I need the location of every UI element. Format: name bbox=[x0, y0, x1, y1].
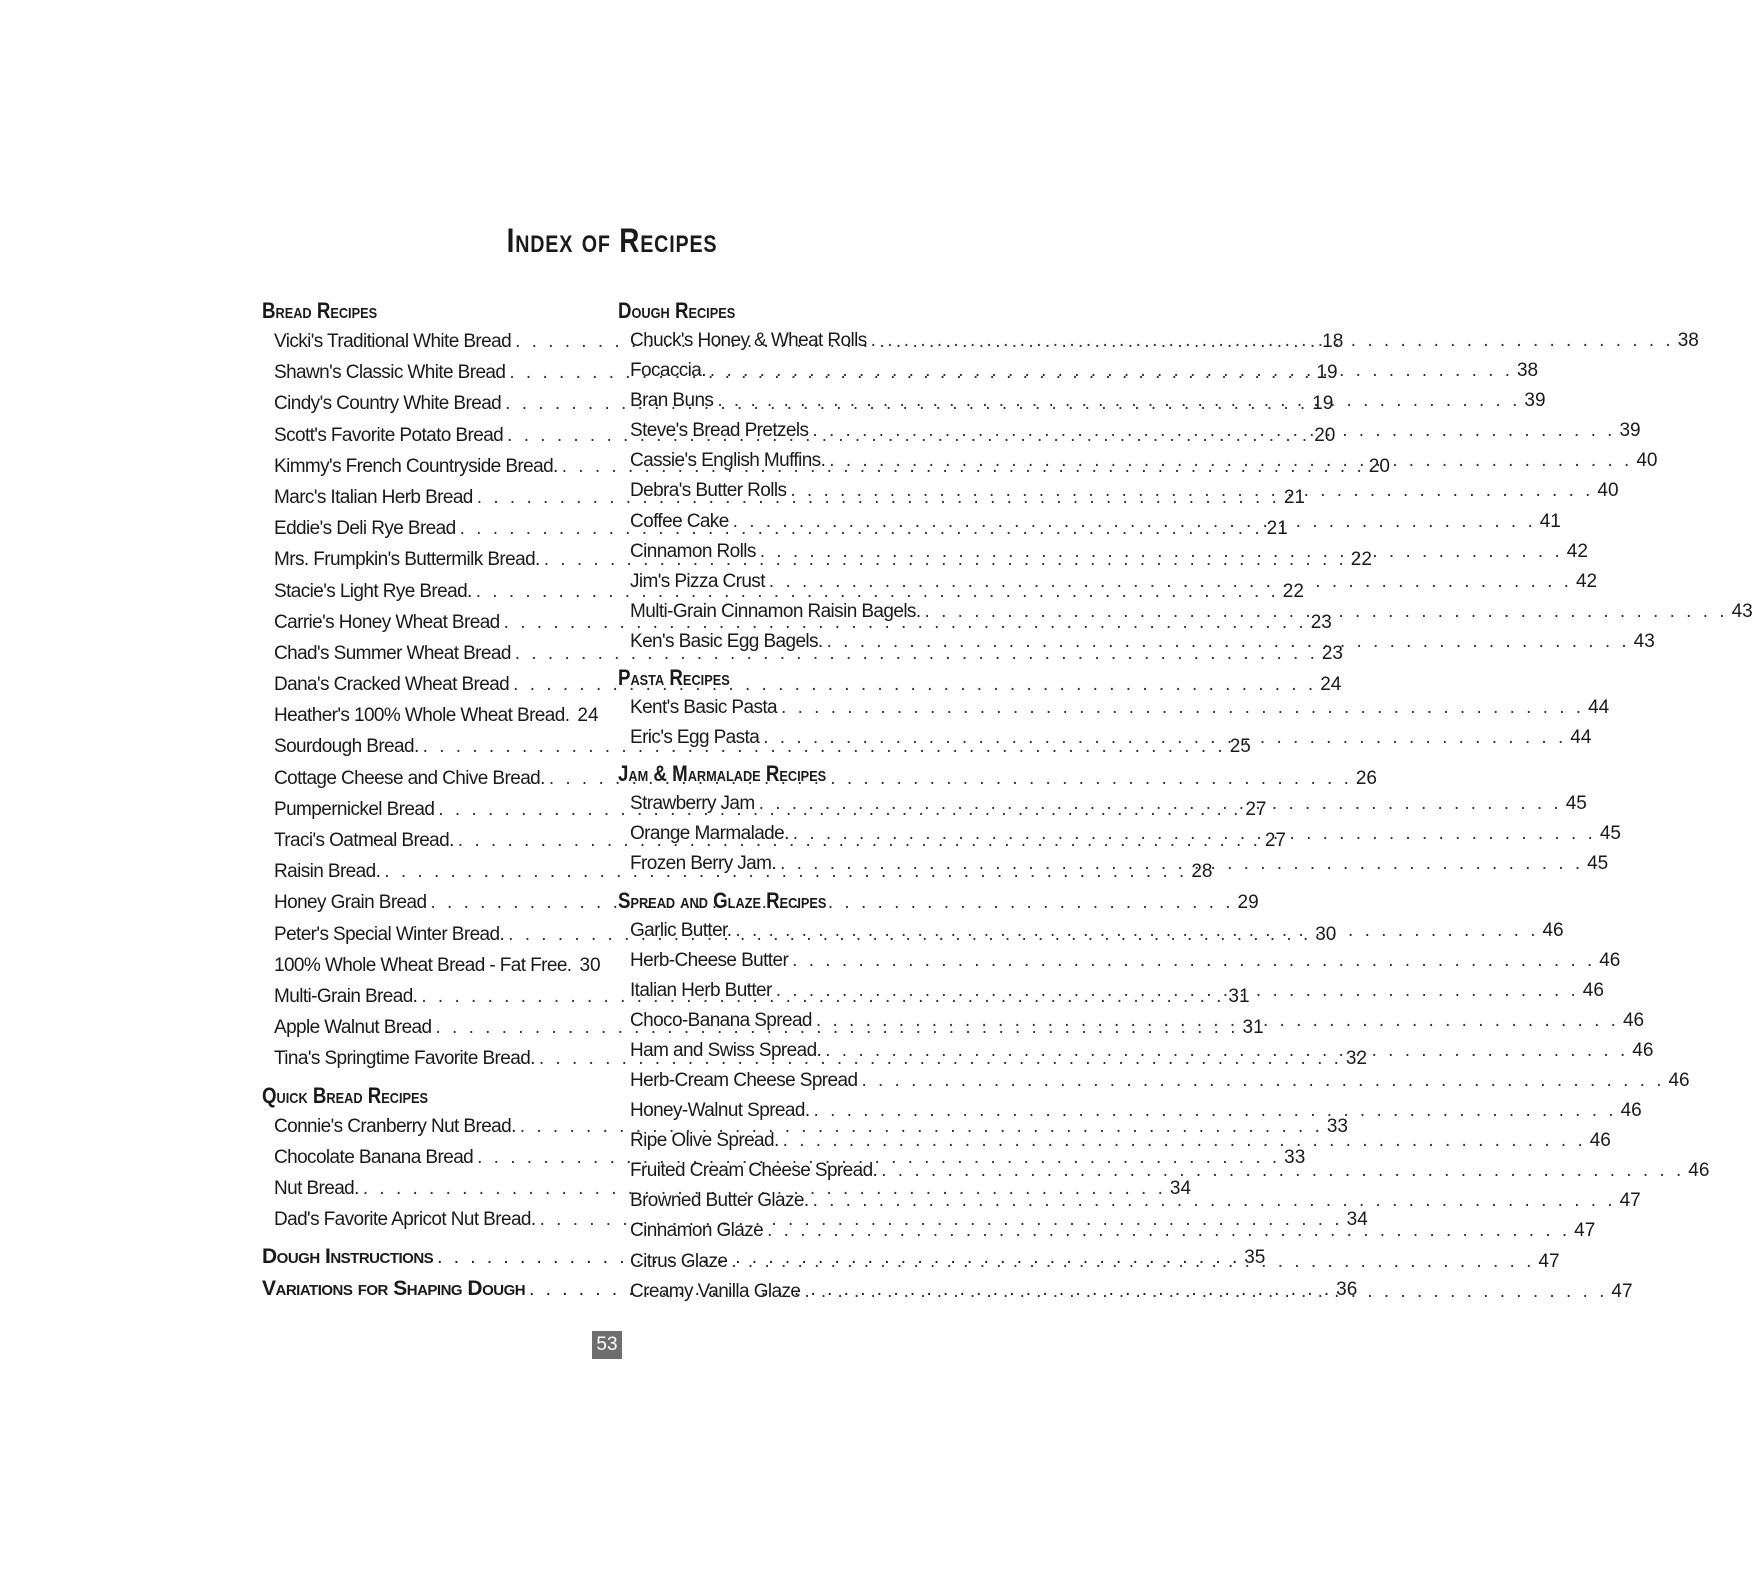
dot-leader bbox=[760, 537, 1563, 567]
entry-name: Sourdough Bread. bbox=[274, 736, 419, 758]
entry-name: Honey-Walnut Spread. bbox=[630, 1100, 810, 1122]
entry-page-number: 19 bbox=[1316, 362, 1338, 384]
entry-page-number: 22 bbox=[1282, 580, 1304, 602]
entry-page-number: 47 bbox=[1611, 1280, 1633, 1302]
dot-leader bbox=[829, 446, 1632, 476]
entry-name: Scott's Favorite Potato Bread bbox=[274, 424, 504, 446]
entry-page-number: 31 bbox=[1242, 1017, 1264, 1039]
entry-name: Stacie's Light Rye Bread. bbox=[274, 580, 472, 602]
dot-leader bbox=[717, 386, 1520, 416]
entry-name: Eddie's Deli Rye Bread bbox=[274, 518, 456, 540]
dot-leader bbox=[804, 1277, 1607, 1307]
entry-name: Kent's Basic Pasta bbox=[630, 697, 778, 719]
dot-leader bbox=[813, 1186, 1616, 1216]
entry-page-number: 44 bbox=[1570, 727, 1592, 749]
dot-leader bbox=[814, 1096, 1617, 1126]
index-entry bbox=[618, 1066, 1690, 1096]
entry-page-number: 32 bbox=[1345, 1048, 1368, 1070]
entry-name: Citrus Glaze bbox=[630, 1250, 728, 1272]
entry-name: Bran Buns bbox=[630, 390, 714, 412]
entry-page-number: 43 bbox=[1731, 600, 1753, 622]
entry-name: Coffee Cake bbox=[630, 510, 729, 532]
entry-page-number: 46 bbox=[1589, 1130, 1611, 1152]
entry-page-number: 21 bbox=[1266, 518, 1288, 540]
index-entry bbox=[618, 693, 1610, 723]
dot-leader bbox=[861, 1066, 1664, 1096]
index-entry bbox=[262, 700, 598, 731]
dot-leader bbox=[735, 916, 1538, 946]
entry-name: Kimmy's French Countryside Bread. bbox=[274, 455, 558, 477]
section-heading-pasta-recipes: Pasta Recipes bbox=[618, 665, 730, 691]
entry-page-number: 46 bbox=[1688, 1160, 1710, 1182]
entry-name: Chuck's Honey & Wheat Rolls bbox=[630, 330, 867, 351]
entry-page-number: 39 bbox=[1619, 420, 1641, 442]
entry-page-number: 23 bbox=[1310, 611, 1332, 633]
entry-name: Strawberry Jam bbox=[630, 793, 755, 815]
entry-page-number: 24 bbox=[577, 705, 599, 727]
dot-leader bbox=[783, 1126, 1586, 1156]
entry-page-number: 46 bbox=[1668, 1069, 1690, 1091]
entry-name: Ripe Olive Spread. bbox=[630, 1130, 779, 1152]
entry-page-number: 47 bbox=[1619, 1190, 1641, 1212]
entry-name: Fruited Cream Cheese Spread. bbox=[630, 1160, 878, 1182]
dot-leader bbox=[776, 976, 1579, 1006]
entry-page-number: 24 bbox=[1320, 674, 1342, 696]
entry-page-number: 47 bbox=[1538, 1250, 1560, 1272]
entry-name: Orange Marmalade. bbox=[630, 823, 789, 845]
entry-name: Herb-Cream Cheese Spread bbox=[630, 1069, 858, 1091]
entry-name: Dad's Favorite Apricot Nut Bread. bbox=[274, 1209, 536, 1231]
entry-page-number: 38 bbox=[1677, 330, 1699, 351]
entry-page-number: 43 bbox=[1633, 630, 1655, 652]
dot-leader bbox=[925, 597, 1728, 627]
dot-leader bbox=[759, 789, 1562, 819]
entry-name: Steve's Bread Pretzels bbox=[630, 420, 809, 442]
entry-page-number: 42 bbox=[1566, 540, 1588, 562]
entry-page-number: 41 bbox=[1539, 510, 1561, 532]
entry-page-number: 46 bbox=[1622, 1009, 1645, 1031]
entry-name: Garlic Butter. bbox=[630, 919, 732, 941]
entry-page-number: 19 bbox=[1312, 393, 1334, 415]
entry-page-number: 39 bbox=[1524, 390, 1546, 412]
dot-leader bbox=[769, 567, 1572, 597]
entry-name: Cindy's Country White Bread bbox=[274, 393, 502, 415]
section-heading-spread-and-glaze-recipes: Spread and Glaze Recipes bbox=[618, 887, 827, 913]
dot-leader bbox=[790, 476, 1593, 506]
entry-page-number: 44 bbox=[1588, 697, 1610, 719]
entry-page-number: 29 bbox=[1237, 892, 1259, 914]
entry-name: Shawn's Classic White Bread bbox=[274, 362, 506, 384]
entry-name: Traci's Oatmeal Bread. bbox=[274, 830, 454, 851]
dot-leader bbox=[767, 1216, 1570, 1246]
entry-name: Eric's Egg Pasta bbox=[630, 727, 760, 749]
entry-name: Cassie's English Muffins. bbox=[630, 450, 826, 472]
entry-page-number: 30 bbox=[579, 954, 601, 976]
dot-leader bbox=[816, 1006, 1619, 1036]
dot-leader bbox=[793, 819, 1596, 849]
section-heading-jam-and-marmalade-recipes: Jam & Marmalade Recipes bbox=[618, 761, 827, 787]
entry-name: Apple Walnut Bread bbox=[274, 1017, 432, 1039]
entry-page-number: 31 bbox=[1228, 985, 1250, 1007]
entry-name: Carrie's Honey Wheat Bread bbox=[274, 611, 500, 633]
dot-leader bbox=[881, 1156, 1684, 1186]
entry-name: Multi-Grain Cinnamon Raisin Bagels. bbox=[630, 600, 921, 622]
entry-page-number: 20 bbox=[1314, 424, 1336, 446]
entry-name: Honey Grain Bread bbox=[274, 892, 427, 914]
entry-name: Dough Instructions bbox=[262, 1245, 434, 1269]
dot-leader bbox=[812, 416, 1615, 446]
entry-name: Mrs. Frumpkin's Buttermilk Bread. bbox=[274, 549, 540, 571]
entry-page-number: 47 bbox=[1574, 1220, 1596, 1242]
entry-page-number: 34 bbox=[1169, 1177, 1192, 1199]
entry-name: Pumpernickel Bread bbox=[274, 798, 435, 820]
entry-name: Multi-Grain Bread. bbox=[274, 985, 418, 1007]
dot-leader bbox=[710, 356, 1513, 386]
entry-name: Creamy Vanilla Glaze bbox=[630, 1280, 801, 1302]
entry-page-number: 35 bbox=[1244, 1247, 1266, 1269]
entry-page-number: 20 bbox=[1368, 455, 1390, 477]
entry-name: Chocolate Banana Bread bbox=[274, 1146, 474, 1168]
entry-page-number: 38 bbox=[1516, 360, 1539, 382]
entry-name: Variations for Shaping Dough bbox=[262, 1277, 526, 1301]
dot-leader bbox=[731, 1247, 1534, 1277]
dot-leader bbox=[827, 627, 1630, 657]
dot-leader bbox=[780, 849, 1583, 879]
entry-page-number: 46 bbox=[1620, 1100, 1642, 1122]
entry-name: Frozen Berry Jam. bbox=[630, 853, 777, 875]
entry-page-number: 22 bbox=[1350, 549, 1372, 571]
dot-leader bbox=[781, 693, 1584, 723]
entry-page-number: 40 bbox=[1597, 480, 1619, 502]
entry-name: Peter's Special Winter Bread. bbox=[274, 923, 505, 945]
entry-page-number: 25 bbox=[1229, 736, 1251, 758]
entry-name: Browned Butter Glaze. bbox=[630, 1190, 809, 1212]
entry-page-number: 40 bbox=[1636, 450, 1658, 472]
dot-leader bbox=[733, 507, 1536, 537]
entry-page-number: 45 bbox=[1599, 823, 1621, 845]
entry-name: Italian Herb Butter bbox=[630, 979, 772, 1001]
entry-page-number: 46 bbox=[1542, 919, 1564, 941]
entry-page-number: 30 bbox=[1315, 923, 1337, 945]
entry-page-number: 33 bbox=[1326, 1115, 1348, 1137]
entry-page-number: 46 bbox=[1582, 979, 1604, 1001]
entry-name: Cinnamon Glaze bbox=[630, 1220, 764, 1242]
entry-name: Chad's Summer Wheat Bread bbox=[274, 642, 511, 664]
entry-page-number: 42 bbox=[1575, 570, 1598, 592]
entry-page-number: 46 bbox=[1599, 949, 1621, 971]
entry-name: Cottage Cheese and Chive Bread. bbox=[274, 767, 545, 789]
index-entry bbox=[262, 950, 601, 981]
entry-page-number: 45 bbox=[1565, 793, 1587, 815]
entry-name: Jim's Pizza Crust bbox=[630, 570, 765, 592]
entry-name: Dana's Cracked Wheat Bread bbox=[274, 674, 510, 696]
entry-page-number: 26 bbox=[1355, 767, 1377, 789]
entry-page-number: 34 bbox=[1346, 1209, 1368, 1231]
entry-name: Marc's Italian Herb Bread bbox=[274, 486, 473, 508]
entry-name: Vicki's Traditional White Bread bbox=[274, 331, 512, 352]
section-heading-dough-recipes: Dough Recipes bbox=[618, 298, 736, 323]
entry-name: 100% Whole Wheat Bread - Fat Free. bbox=[274, 954, 572, 976]
entry-page-number: 18 bbox=[1322, 331, 1344, 352]
entry-name: Tina's Springtime Favorite Bread. bbox=[274, 1048, 535, 1070]
entry-page-number: 46 bbox=[1632, 1039, 1654, 1061]
entry-name: Herb-Cheese Butter bbox=[630, 949, 789, 971]
entry-name: Nut Bread. bbox=[274, 1177, 359, 1199]
entry-page-number: 28 bbox=[1191, 861, 1213, 883]
entry-name: Focaccia. bbox=[630, 360, 706, 382]
entry-name: Raisin Bread. bbox=[274, 861, 381, 883]
section-heading-bread-recipes: Bread Recipes bbox=[262, 298, 378, 323]
dot-leader bbox=[763, 723, 1566, 753]
dot-leader bbox=[825, 1036, 1628, 1066]
entry-page-number: 27 bbox=[1264, 830, 1286, 851]
page-number: 53 bbox=[592, 1331, 622, 1359]
entry-name: Heather's 100% Whole Wheat Bread. bbox=[274, 705, 570, 727]
entry-page-number: 45 bbox=[1587, 853, 1609, 875]
entry-name: Cinnamon Rolls bbox=[630, 540, 756, 562]
entry-page-number: 36 bbox=[1336, 1279, 1358, 1301]
index-entry bbox=[618, 946, 1621, 976]
dot-leader bbox=[792, 946, 1595, 976]
dot-leader bbox=[871, 326, 1674, 356]
entry-page-number: 23 bbox=[1321, 642, 1343, 664]
entry-page-number: 27 bbox=[1245, 798, 1267, 820]
entry-name: Debra's Butter Rolls bbox=[630, 480, 787, 502]
entry-page-number: 33 bbox=[1284, 1146, 1306, 1168]
entry-name: Choco-Banana Spread bbox=[630, 1009, 812, 1031]
page-title: Index of Recipes bbox=[506, 222, 718, 260]
section-heading-quick-bread-recipes: Quick Bread Recipes bbox=[262, 1082, 429, 1108]
entry-name: Ken's Basic Egg Bagels. bbox=[630, 630, 823, 652]
entry-name: Connie's Cranberry Nut Bread. bbox=[274, 1115, 516, 1137]
entry-name: Ham and Swiss Spread. bbox=[630, 1039, 822, 1061]
entry-page-number: 21 bbox=[1283, 486, 1305, 508]
